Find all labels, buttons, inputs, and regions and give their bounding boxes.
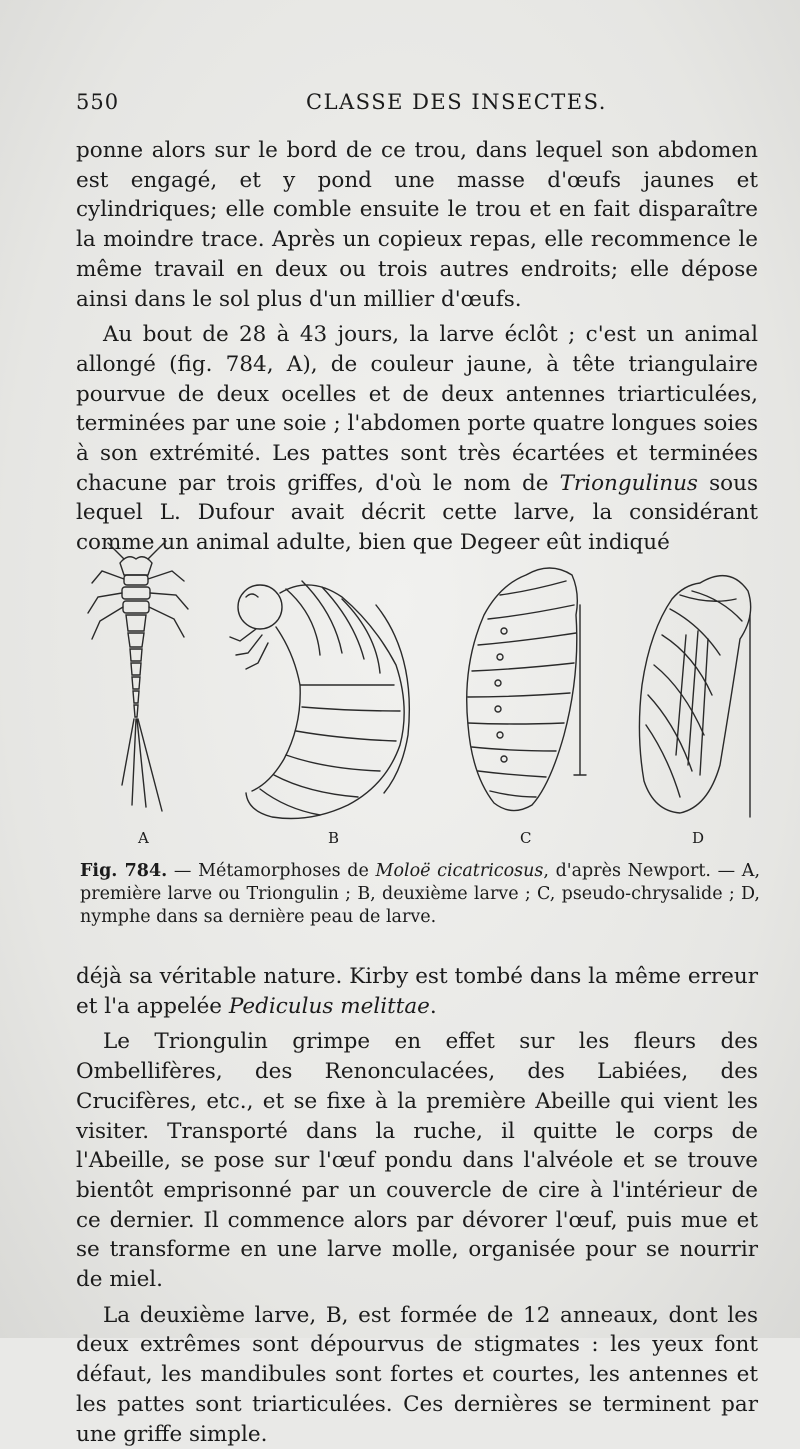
paragraph: ponne alors sur le bord de ce trou, dans lequel son abdomen est engagé, et y pond une masse d'œufs jaunes et cylindriques; elle comble ensuite le trou et en fait disparaître la moindre trace. Après un copieux repas, elle recommence le même travail en deux ou trois autres endroits; elle dépose ainsi dans le sol plus d'un millier d'œufs.	[76, 138, 758, 312]
metamorphosis-illustration	[80, 535, 770, 853]
species-name: Moloë cicatricosus	[375, 861, 544, 881]
running-title: CLASSE DES INSECTES.	[306, 90, 607, 114]
paragraph: Le Triongulin grimpe en effet sur les fleurs des Ombellifères, des Renonculacées, des Labiées, des Crucifères, etc., et se fixe à la première Abeille qui vient les visiter. Transporté dans la ruche, il quitte le corps de l'Abeille, se pose sur l'œuf pondu dans l'alvéole et se trouve bientôt emprisonné par un couvercle de cire à l'intérieur de ce dernier. Il commence alors par dévorer l'œuf, puis mue et se transforme en une larve molle, organisée pour se nourrir de miel.	[76, 1029, 758, 1293]
text-run: Au bout de 28 à 43 jours, la larve éclôt ; c'est un animal allongé (fig. 784, A), de couleur jaune, à tête triangulaire pourvue de deux ocelles et de deux antennes triarticulées, terminées par une soie ; l'abdomen porte quatre longues soies à son extrémité. Les pattes sont très écartées et terminées chacune par trois griffes, d'où le nom de	[76, 322, 758, 496]
figure-label-c: C	[520, 829, 533, 847]
italic-term: Triongulinus	[559, 470, 698, 496]
figure-784	[80, 535, 770, 853]
figure-caption	[80, 860, 760, 929]
figure-label-d: D	[692, 829, 706, 847]
figure-label-b: B	[328, 829, 341, 847]
figure-label-a: A	[138, 829, 150, 847]
body-text-top	[76, 136, 758, 558]
caption-lead: Fig. 784.	[80, 861, 168, 881]
page-header	[76, 90, 766, 124]
body-text-bottom	[76, 962, 758, 1449]
figure-d-nymph	[639, 576, 750, 817]
figure-a-triungulin	[88, 541, 188, 811]
caption-text: , d'après Newport. — A, première larve ou Triongulin ; B, deuxième larve ; C, pseudo-chrysalide ; D, nymphe dans sa dernière peau de larve.	[80, 861, 761, 927]
text-run: déjà sa véritable nature. Kirby est tombé dans la même erreur et l'a appelée	[76, 964, 758, 1019]
paragraph	[76, 962, 758, 1021]
page-number: 550	[76, 90, 120, 114]
text-run: .	[429, 993, 437, 1019]
text-run: sous lequel L. Dufour avait décrit cette larve, la considérant comme un animal adulte, bien que Degeer eût indiqué	[76, 470, 758, 556]
italic-term: Pediculus melittae	[228, 993, 430, 1019]
figure-c-pseudo-chrysalis	[467, 568, 586, 811]
paragraph: La deuxième larve, B, est formée de 12 anneaux, dont les deux extrêmes sont dépourvus de stigmates : les yeux font défaut, les mandibules sont fortes et courtes, les antennes et les pattes sont triarticulées. Ces dernières se terminent par une griffe simple.	[76, 1302, 758, 1447]
figure-b-second-larva	[230, 581, 409, 819]
paragraph	[76, 320, 758, 558]
caption-text: — Métamorphoses de	[167, 861, 376, 881]
